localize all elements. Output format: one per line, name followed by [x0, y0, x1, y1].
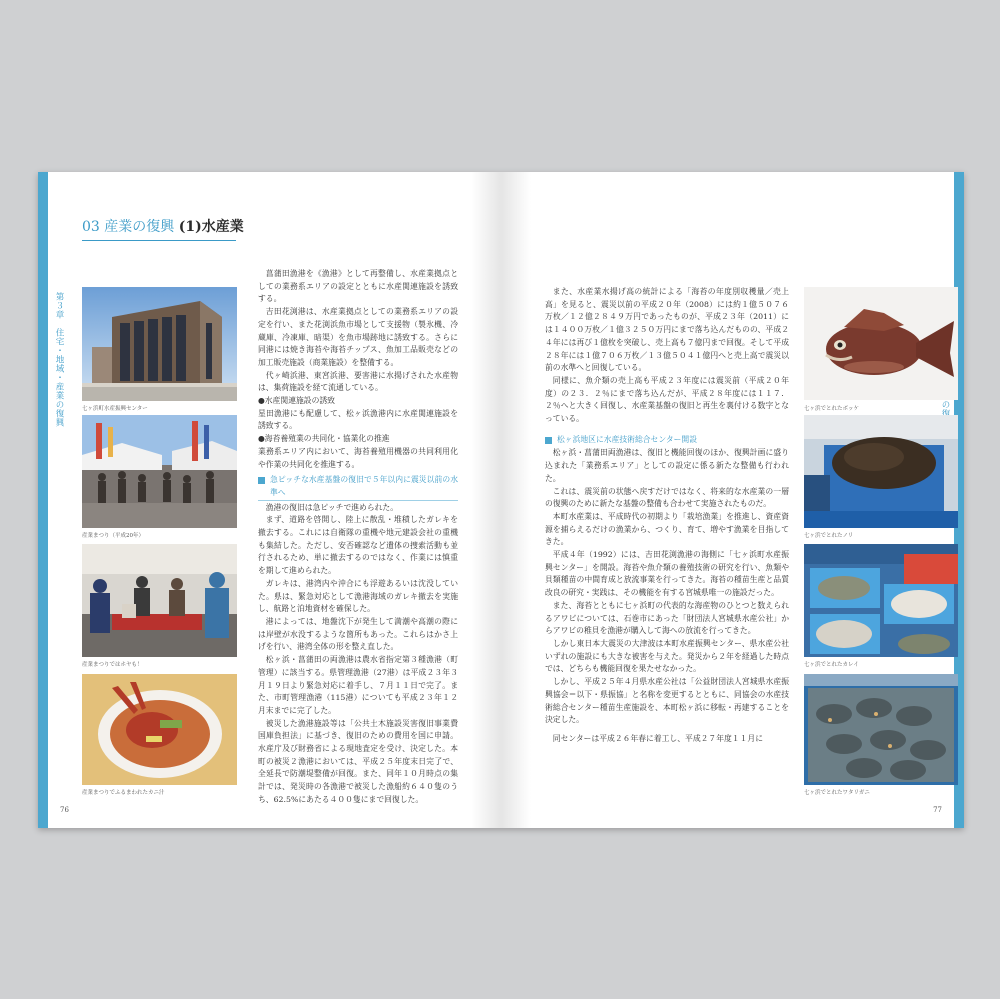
square-marker-icon — [258, 477, 265, 484]
photo-festival — [82, 415, 237, 528]
paragraph: 代ヶ崎浜港、東宮浜港、要害港に水揚げされた水産物は、集荷施設を経て流通している。 — [258, 370, 458, 393]
caption-5: 七ヶ浜でとれたボッケ — [804, 406, 860, 412]
right-page — [501, 172, 964, 828]
paragraph: 松ヶ浜・菖蒲田両漁港は、復旧と機能回復のほか、復興計画に盛り込まれた「業務系エリア」としての設定に係る新たな整備も行われた。 — [545, 448, 789, 483]
section-heading — [82, 216, 244, 241]
paragraph: しかし東日本大震災の大津波は本町水産振興センター、県水産公社いずれの施設にも大きな被害を与えた。発災から２年を経過した時点では、どちらも機能回復を果たせなかった。 — [545, 638, 789, 674]
heading-subtitle: (1)水産業 — [178, 219, 244, 235]
paragraph: 業務系エリア内において、海苔養殖用機器の共同利用化や作業の共同化を推進する。 — [258, 446, 458, 469]
paragraph: 吉田花渕港は、水産業拠点としての業務系エリアの設定を行い、また花渕浜魚市場として支援物（製氷機、冷蔵庫、冷凍庫、暗渠）を魚市場跡地に誘致する。さらに同港には焼き海苔や海苔チップス、魚加工品販売などの加工販売施設（商業施設）を整備する。 — [258, 307, 458, 367]
paragraph: 同様に、魚介類の売上高も平成２３年度には震災前（平成２０年度）の２３．２％にまで落ち込んだが、平成２８年度には１１７．２％へと大きく回復し、水産業基盤の復旧と再生を裏付ける数字となっている。 — [545, 375, 789, 424]
subsection-heading — [258, 474, 458, 500]
paragraph: 漁港の復旧は急ピッチで進められた。 — [265, 502, 399, 512]
heading-number: 03 産業の復興 — [82, 219, 175, 235]
photo-seaweed — [804, 415, 958, 528]
photo-fisheries-center — [82, 287, 237, 401]
paragraph: 港によっては、地盤沈下が発生して満潮や高潮の際には岸壁が水没するような箇所もあった。これらはかさ上げを行い、港湾全体の形を整え直した。 — [258, 616, 458, 652]
caption-8: 七ヶ浜でとれたワタリガニ — [804, 790, 870, 796]
photo-hoya-stall — [82, 544, 237, 657]
paragraph: 被災した漁港施設等は「公共土木施設災害復旧事業費国庫負担法」に基づき、復旧のための費用を国に申請。水産庁及び財務省による現地査定を受け、決定した。本町の被災２漁港においては、平成２５年度末日完了で、全延長で防潮堤整備が回復。また、同年１０月時点の集計では、発災時の各漁港で被災した漁船約６４０隻のうち、62.5%にあたる４００隻にまで回復した。 — [258, 718, 458, 804]
paragraph: これは、震災前の状態へ戻すだけではなく、将来的な水産業の一層の復興のために新たな基盤の整備も合わせて実施されたものだ。 — [545, 486, 789, 509]
left-body-text — [258, 268, 458, 807]
photo-flounder — [804, 544, 958, 657]
paragraph: 本町水産業は、平成時代の初期より「栽培漁業」を推進し、資産資源を捕らえるだけの漁業から、つくり、育て、増やす漁業を目指してきた。 — [545, 511, 789, 547]
right-body-text — [545, 286, 789, 746]
photo-crab-soup — [82, 674, 237, 785]
subsection-heading — [545, 434, 789, 447]
page-number-left: 76 — [60, 806, 69, 814]
subsection-title: 松ヶ浜地区に水産技術総合センター開設 — [557, 434, 698, 444]
square-marker-icon — [545, 437, 552, 444]
paragraph: 平成４年（1992）には、吉田花渕漁港の海側に「七ヶ浜町水産振興センター」を開設。海苔や魚介類の養殖技術の研究を行い、魚類や貝類種苗の中間育成と放流事業を行ってきた。海苔の種苗生産と品質改良の研究・実践は、その機能を有する宮城県唯一の施設だった。 — [545, 550, 789, 598]
paragraph: 松ヶ浜・菖蒲田の両漁港は農水省指定第３種漁港（町管理）に該当する。県管理漁港（27港）は平成２３年３月１９日より緊急対応に着手し、７月１１日で完了。また、市町管理漁港（115港）についても平成２３年１２月末までに完了した。 — [258, 655, 458, 715]
photo-fish-bokke — [804, 287, 958, 400]
bullet-heading: ●水産関連施設の誘致 — [258, 396, 335, 406]
paragraph: また、水産業水揚げ高の統計による「海苔の年度別収穫量／売上高」を見ると、震災以前の平成２０年（2008）には約１億５０７６万枚／１２億２８４９万円であったものが、平成２３年（2011）には１４００万枚／１億３２５０万円にまで落ち込んだものの、平成２４年には再び１億枚を突破し、売上高も７億円まで回復。そして平成２８年には１億７０６万枚／１３億５０４１億円へと売上高で震災以前の水準へと回復している。 — [545, 287, 789, 373]
page-number-right: 77 — [933, 806, 942, 814]
bullet-heading: ●海苔養殖業の共同化・協業化の推進 — [258, 434, 390, 444]
left-edge-bar — [38, 172, 48, 828]
photo-blue-crabs — [804, 674, 958, 785]
left-gutter-shadow — [471, 172, 501, 828]
caption-1: 七ヶ浜町水産振興センター — [82, 406, 148, 412]
chapter-label-left: 第３章 住宅・地域・産業の復興 — [54, 292, 64, 427]
left-page — [38, 172, 501, 828]
right-gutter-shadow — [501, 172, 531, 828]
paragraph: 菖蒲田漁港を《漁港》として再整備し、水産業拠点としての業務系エリアの設定とともに水産関連施設を誘致する。 — [258, 269, 458, 304]
subsection-title: 急ピッチな水産基盤の復旧で５年以内に震災以前の水準へ — [270, 475, 458, 497]
caption-2: 産業まつり（平成20年） — [82, 533, 144, 539]
paragraph: まず、道路を啓開し、陸上に散乱・堆積したガレキを撤去する。これには自衛隊の重機や地元建設会社の重機も集結した。ただし、安否確認など遺体の捜索活動も並行されるため、単に撤去するのではなく、作業には慎重を期して進められた。 — [258, 515, 458, 576]
paragraph: 星田漁港にも配慮して、松ヶ浜漁港内に水産関連施設を誘致する。 — [258, 408, 458, 431]
caption-6: 七ヶ浜でとれたノリ — [804, 533, 854, 539]
paragraph: しかし、平成２５年４月県水産公社は「公益財団法人宮城県水産振興協会＝以下・県振協」と名称を変更するとともに、同協会の水産技術総合センター種苗生産施設を、本町松ヶ浜に移転・再建することを決定した。 — [545, 677, 789, 725]
paragraph: また、海苔とともに七ヶ浜町の代表的な海産物のひとつと数えられるアワビについては、石巻市にあった「財団法人宮城県水産公社」からアワビの稚貝を漁港が購入して海への放流を行ってきた。 — [545, 600, 789, 636]
paragraph: 同センターは平成２６年春に着工し、平成２７年度１１月に — [552, 733, 763, 743]
caption-4: 産業まつりでふるまわれたカニ汁 — [82, 790, 165, 796]
caption-7: 七ヶ浜でとれたカレイ — [804, 662, 859, 668]
caption-3: 産業まつりではホヤも！ — [82, 662, 143, 668]
paragraph: ガレキは、港湾内や沖合にも浮遊あるいは沈没していた。県は、緊急対応として漁港海域のガレキ撤去を実施し、航路と泊地資材を確保した。 — [258, 578, 458, 614]
book-spread — [38, 172, 964, 828]
